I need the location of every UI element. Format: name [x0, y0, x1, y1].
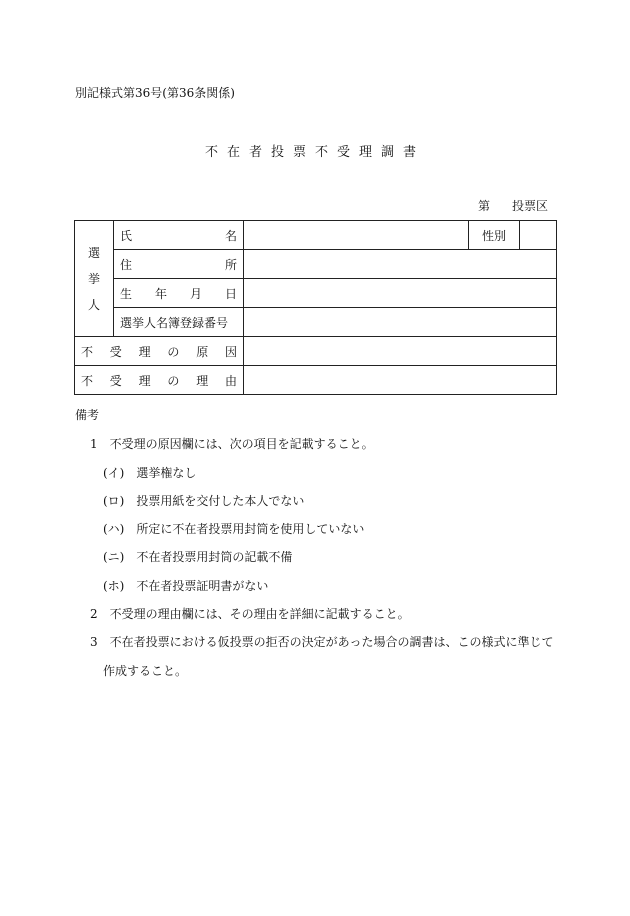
- label-char: 原: [196, 344, 209, 359]
- reason-label: [75, 366, 244, 395]
- reason-row: [75, 366, 557, 395]
- label-char: の: [167, 373, 180, 388]
- label-char: 理: [138, 373, 151, 388]
- label-char: 理: [138, 344, 151, 359]
- name-label: [114, 221, 244, 250]
- label-char: 由: [224, 373, 237, 388]
- note-1-item: (ロ) 投票用紙を交付した本人でない: [103, 494, 305, 508]
- note-1: 1 不受理の原因欄には、次の項目を記載すること。: [90, 437, 374, 451]
- label-char: 理: [196, 373, 209, 388]
- sex-value[interactable]: [520, 221, 557, 250]
- birthdate-value[interactable]: [244, 279, 557, 308]
- district-suffix: 投票区: [512, 199, 549, 213]
- label-char: 名: [224, 228, 237, 243]
- register-number-row: [75, 308, 557, 337]
- note-1-item: (ニ) 不在者投票用封筒の記載不備: [103, 550, 293, 564]
- elector-label: [75, 221, 114, 337]
- label-char: 不: [81, 344, 94, 359]
- label-char: 日: [224, 286, 237, 301]
- note-1-item: (イ) 選挙権なし: [103, 466, 197, 480]
- elector-char: 挙: [87, 272, 100, 286]
- note-1-item: (ハ) 所定に不在者投票用封筒を使用していない: [103, 522, 365, 536]
- address-value[interactable]: [244, 250, 557, 279]
- note-2: 2 不受理の理由欄には、その理由を詳細に記載すること。: [90, 607, 410, 621]
- elector-char: 人: [87, 298, 100, 312]
- document-title: 不在者投票不受理調書: [204, 145, 425, 160]
- note-1-item: (ホ) 不在者投票証明書がない: [103, 579, 269, 593]
- label-char: 不: [81, 373, 94, 388]
- label-char: 受: [109, 373, 122, 388]
- note-3-line-2: 作成すること。: [103, 664, 188, 678]
- label-char: の: [167, 344, 180, 359]
- label-char: 因: [224, 344, 237, 359]
- register-number-label: 選挙人名簿登録番号: [114, 308, 244, 337]
- reason-value[interactable]: [244, 366, 557, 395]
- form-reference: 別記様式第36号(第36条関係): [75, 86, 235, 100]
- label-char: 年: [154, 286, 167, 301]
- label-char: 生: [120, 286, 133, 301]
- elector-char: 選: [87, 246, 100, 260]
- cause-value[interactable]: [244, 337, 557, 366]
- district-prefix: 第: [478, 199, 491, 213]
- address-row: [75, 250, 557, 279]
- cause-row: [75, 337, 557, 366]
- name-row: [75, 221, 557, 250]
- label-char: 住: [120, 257, 133, 272]
- address-label: [114, 250, 244, 279]
- birthdate-row: [75, 279, 557, 308]
- sex-label: 性別: [469, 221, 520, 250]
- label-char: 氏: [120, 228, 133, 243]
- cause-label: [75, 337, 244, 366]
- register-number-value[interactable]: [244, 308, 557, 337]
- name-value[interactable]: [244, 221, 469, 250]
- note-3-line-1: 3 不在者投票における仮投票の拒否の決定があった場合の調書は、この様式に準じて: [90, 635, 554, 649]
- voting-district: [478, 197, 548, 214]
- birthdate-label: [114, 279, 244, 308]
- record-table: [74, 220, 557, 395]
- label-char: 月: [189, 286, 202, 301]
- label-char: 所: [224, 257, 237, 272]
- label-char: 受: [109, 344, 122, 359]
- remarks-heading: 備考: [75, 408, 100, 422]
